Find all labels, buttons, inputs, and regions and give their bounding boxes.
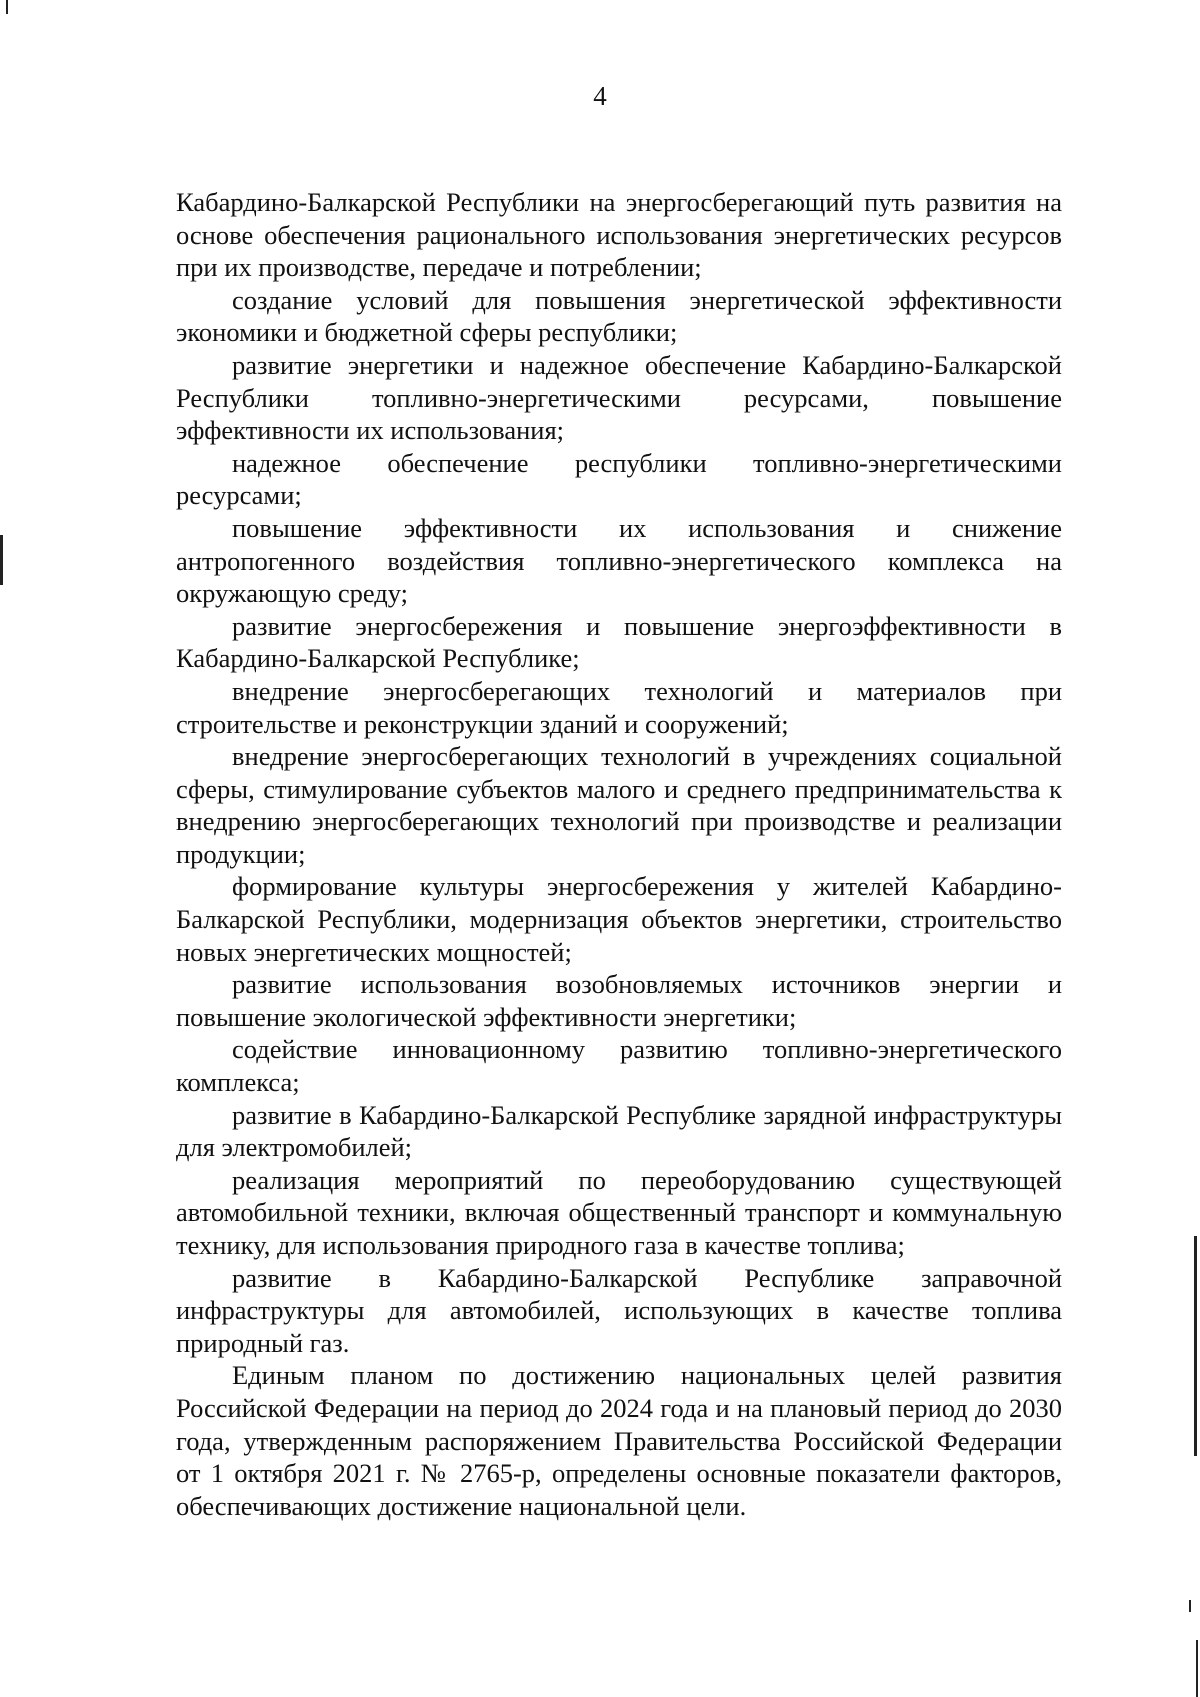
scan-mark-right-long bbox=[1194, 1236, 1197, 1456]
paragraph: развитие в Кабардино-Балкарской Республике заправочной инфраструктуры для автомобилей, использующих в качестве топлива природный газ. bbox=[176, 1262, 1062, 1358]
paragraph: Кабардино-Балкарской Республики на энергосберегающий путь развития на основе обеспечения рационального использования энергетических ресурсов при их производстве, передаче и потреблении; bbox=[176, 187, 1062, 283]
scan-mark-left-middle bbox=[0, 535, 3, 585]
paragraph: содействие инновационному развитию топливно-энергетического комплекса; bbox=[176, 1034, 1062, 1098]
paragraph: реализация мероприятий по переоборудованию существующей автомобильной техники, включая общественный транспорт и коммунальную технику, для использования природного газа в качестве топлива; bbox=[176, 1164, 1062, 1260]
paragraph: формирование культуры энергосбережения у жителей Кабардино-Балкарской Республики, модернизация объектов энергетики, строительство новых энергетических мощностей; bbox=[176, 871, 1062, 967]
paragraph: внедрение энергосберегающих технологий в учреждениях социальной сферы, стимулирование субъектов малого и среднего предпринимательства к внедрению энергосберегающих технологий при производстве и реализации продукции; bbox=[176, 741, 1062, 869]
paragraph: развитие энергосбережения и повышение энергоэффективности в Кабардино-Балкарской Республике; bbox=[176, 610, 1062, 674]
paragraph: повышение эффективности их использования и снижение антропогенного воздействия топливно-энергетического комплекса на окружающую среду; bbox=[176, 512, 1062, 609]
paragraph: Единым планом по достижению национальных целей развития Российской Федерации на период до 2024 года и на плановый период до 2030 года, утвержденным распоряжением Правительства Российской Федерации от 1 октября 2021 г. № 2765-р, определены основные показатели факторов, обеспечивающих достижение национальной цели. bbox=[176, 1360, 1062, 1521]
paragraph: создание условий для повышения энергетической эффективности экономики и бюджетной сферы республики; bbox=[176, 284, 1062, 348]
document-body bbox=[176, 186, 1062, 1522]
scan-mark-right-small bbox=[1189, 1600, 1191, 1612]
page-number: 4 bbox=[593, 81, 607, 111]
paragraph: развитие энергетики и надежное обеспечение Кабардино-Балкарской Республики топливно-энергетическими ресурсами, повышение эффективности их использования; bbox=[176, 349, 1062, 446]
scan-mark-right-bottom bbox=[1196, 1640, 1198, 1697]
paragraph: развитие в Кабардино-Балкарской Республике зарядной инфраструктуры для электромобилей; bbox=[176, 1099, 1062, 1163]
paragraph: развитие использования возобновляемых источников энергии и повышение экологической эффективности энергетики; bbox=[176, 969, 1062, 1032]
scan-mark-left-top bbox=[6, 0, 8, 14]
paragraph: внедрение энергосберегающих технологий и материалов при строительстве и реконструкции зданий и сооружений; bbox=[176, 675, 1062, 739]
paragraph: надежное обеспечение республики топливно-энергетическими ресурсами; bbox=[176, 447, 1062, 511]
